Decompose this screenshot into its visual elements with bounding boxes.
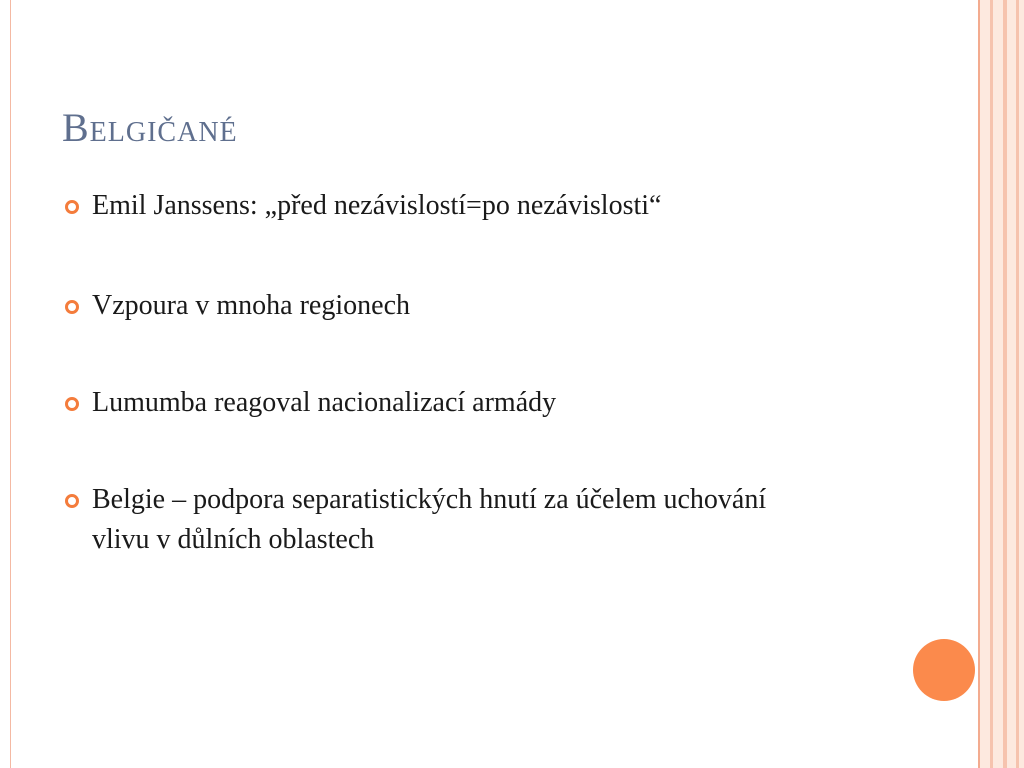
orange-circle-icon	[913, 639, 975, 701]
right-decorative-line	[1016, 0, 1019, 768]
right-decorative-line	[990, 0, 993, 768]
bullet-list	[62, 186, 782, 620]
right-decorative-line	[978, 0, 980, 768]
list-item	[62, 383, 782, 423]
ring-bullet-icon	[65, 494, 79, 508]
bullet-text: Lumumba reagoval nacionalizací armády	[92, 387, 557, 418]
bullet-text: Belgie – podpora separatistických hnutí za účelem uchování vlivu v důlních oblastech	[92, 484, 767, 555]
bullet-text: Vzpoura v mnoha regionech	[92, 290, 410, 321]
ring-bullet-icon	[65, 397, 79, 411]
ring-bullet-icon	[65, 300, 79, 314]
left-border-line	[10, 0, 11, 768]
ring-bullet-icon	[65, 200, 79, 214]
list-item	[62, 186, 782, 226]
slide-title: Belgičané	[62, 105, 238, 150]
right-decorative-line	[1003, 0, 1007, 768]
list-item	[62, 480, 782, 560]
list-item	[62, 286, 782, 326]
bullet-text: Emil Janssens: „před nezávislostí=po nezávislosti“	[92, 190, 662, 221]
